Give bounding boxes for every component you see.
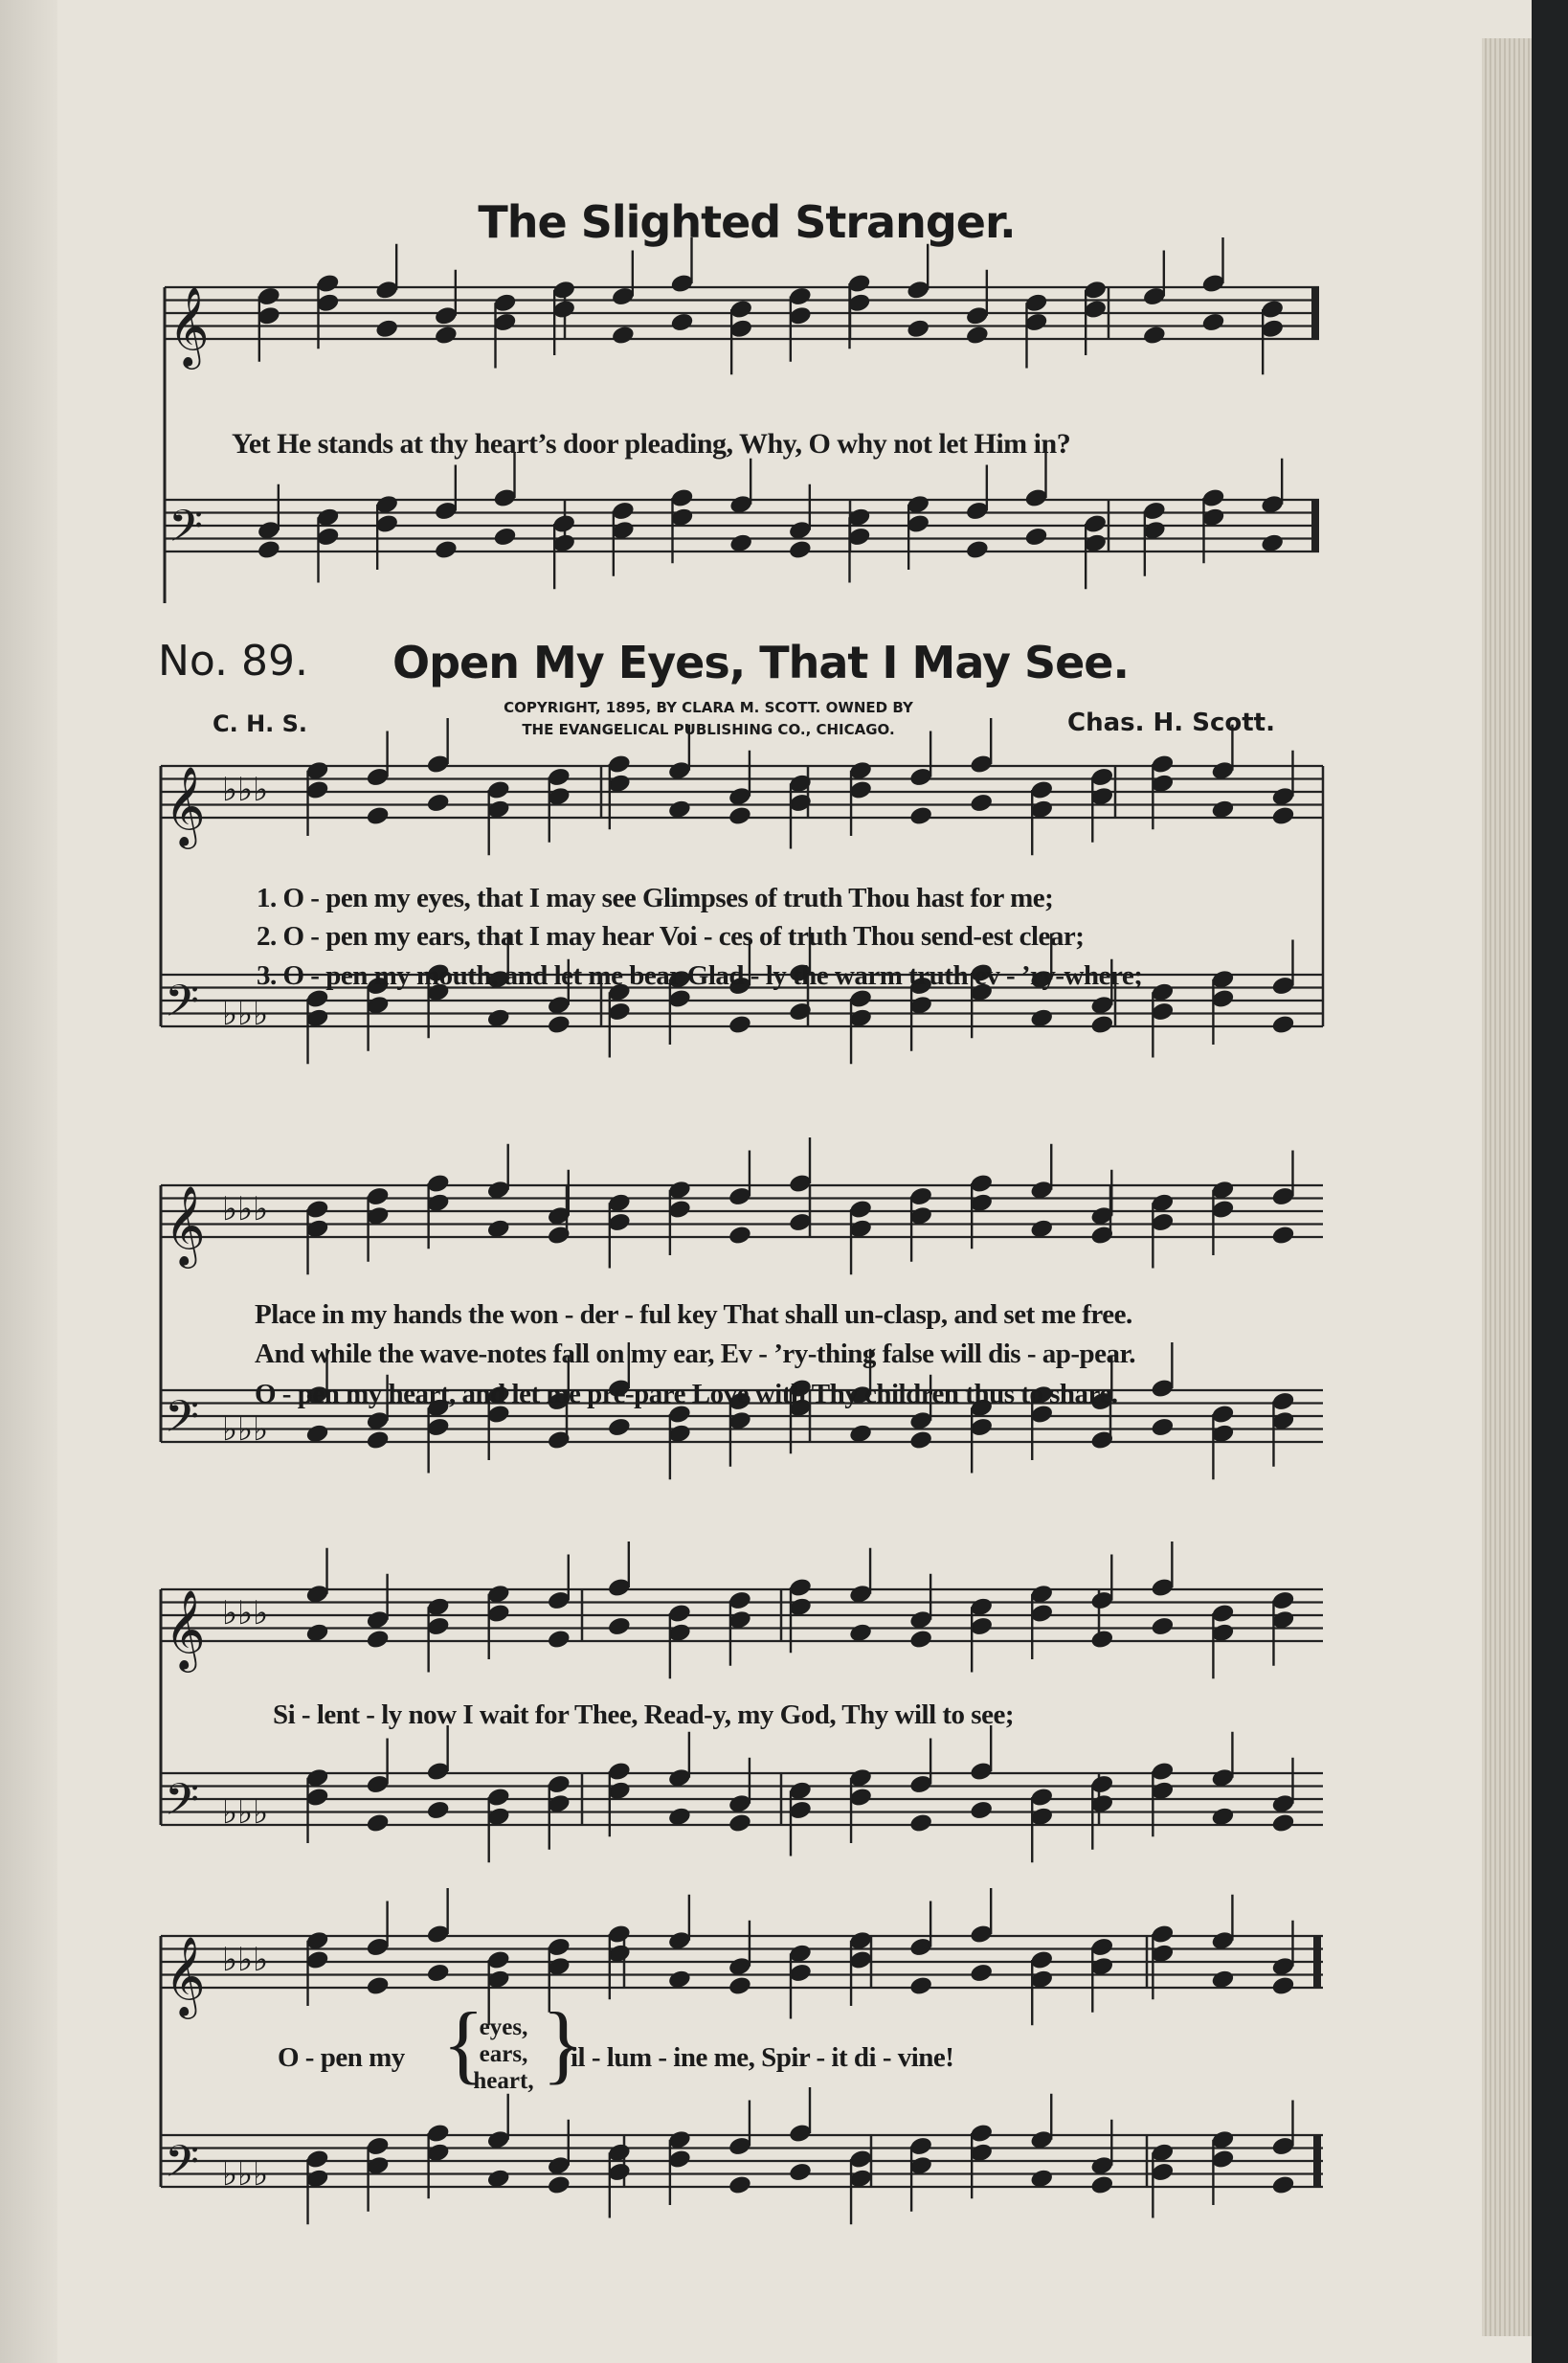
- top-treble-note: [434, 325, 459, 347]
- system-1-treble-note: [366, 805, 391, 827]
- system-3-bass-note: [366, 1812, 391, 1834]
- right-brace: }: [542, 1994, 585, 2092]
- top-treble-note: [1200, 311, 1225, 333]
- system-3-treble-note: [547, 1629, 571, 1651]
- system-4-treble-note: [366, 1975, 391, 1997]
- brace-word: ears,: [479, 2041, 528, 2067]
- system-2-treble-note: [1270, 1225, 1295, 1247]
- bass-clef: 𝄢: [165, 1774, 200, 1836]
- left-brace: {: [442, 1994, 485, 2092]
- top-bass-note: [788, 539, 813, 561]
- system-1-treble-note: [1270, 805, 1295, 827]
- treble-clef: 𝄞: [165, 1184, 206, 1265]
- system-4-bass-note: [547, 2174, 571, 2196]
- system-1-treble-note: [426, 792, 451, 814]
- hymn-number: No. 89.: [158, 637, 309, 686]
- system-3-treble-note: [908, 1629, 933, 1651]
- top-treble-note: [611, 325, 636, 347]
- system-1-treble-note: [969, 792, 994, 814]
- key-signature: ♭♭♭: [222, 1594, 269, 1632]
- system-4-bass-note: [1270, 2174, 1295, 2196]
- verse-1-line-2: Place in my hands the won - der - ful key That shall un-clasp, and set me free.: [255, 1299, 1132, 1330]
- lyricist-initials: C. H. S.: [213, 710, 308, 737]
- system-3-treble-note: [1089, 1629, 1114, 1651]
- key-signature: ♭♭♭: [222, 771, 269, 809]
- treble-clef: 𝄞: [165, 765, 206, 845]
- final-bar: [1311, 287, 1319, 339]
- system-3-bass-note: [426, 1799, 451, 1821]
- top-treble-note: [965, 325, 990, 347]
- final-bar: [1311, 500, 1319, 551]
- system-4-treble-note: [969, 1962, 994, 1984]
- system-2-bass-note: [607, 1416, 632, 1438]
- key-signature: ♭♭♭: [222, 995, 269, 1033]
- final-bar: [1313, 1936, 1321, 1988]
- system-4-treble-note: [908, 1975, 933, 1997]
- system-3-bass-note: [908, 1812, 933, 1834]
- hymn-title-slighted-stranger: The Slighted Stranger.: [478, 196, 1016, 248]
- copyright-line-1: COPYRIGHT, 1895, BY CLARA M. SCOTT. OWNED BY: [504, 699, 913, 716]
- treble-clef: 𝄞: [168, 285, 210, 366]
- key-signature: ♭♭♭: [222, 1410, 269, 1449]
- top-treble-note: [669, 311, 694, 333]
- bass-clef: 𝄢: [165, 2136, 200, 2198]
- system-3-treble-note: [607, 1615, 632, 1637]
- top-bass-note: [434, 539, 459, 561]
- hymn-title: Open My Eyes, That I May See.: [392, 637, 1129, 688]
- system-2-bass-note: [366, 1429, 391, 1452]
- system-4-bass-note: [1089, 2174, 1114, 2196]
- refrain-line-2-end: il - lum - ine me, Spir - it di - vine!: [571, 2042, 954, 2073]
- system-3-treble-note: [1150, 1615, 1175, 1637]
- top-treble-note: [1142, 325, 1167, 347]
- verse-2-line-2: And while the wave-notes fall on my ear, Ev - ’ry-thing false will dis - ap-pear.: [255, 1339, 1135, 1369]
- copyright-line-2: THE EVANGELICAL PUBLISHING CO., CHICAGO.: [522, 721, 895, 738]
- composer: Chas. H. Scott.: [1067, 709, 1275, 737]
- top-bass-note: [1023, 526, 1048, 548]
- verse-3-line-1: 3. O - pen my mouth, and let me bear Glad - ly the warm truth ev - ’ry-where;: [257, 960, 1143, 991]
- key-signature: ♭♭♭: [222, 1941, 269, 1979]
- treble-clef: 𝄞: [165, 1588, 206, 1669]
- system-1-bass-note: [728, 1014, 752, 1036]
- system-2-treble-note: [728, 1225, 752, 1247]
- bass-clef: 𝄢: [165, 976, 200, 1038]
- system-4-treble-note: [728, 1975, 752, 1997]
- system-2-bass-note: [1150, 1416, 1175, 1438]
- system-3-bass-note: [1270, 1812, 1295, 1834]
- brace-word: eyes,: [479, 2014, 528, 2040]
- refrain-line-2-start: O - pen my: [278, 2042, 405, 2073]
- brace-word-group: [465, 2014, 542, 2095]
- top-bass-note: [257, 539, 281, 561]
- top-treble-note: [374, 318, 399, 340]
- verse-1-line-1: 1. O - pen my eyes, that I may see Glimpses of truth Thou hast for me;: [257, 883, 1054, 913]
- top-treble-note: [906, 318, 930, 340]
- bass-clef: 𝄢: [165, 1391, 200, 1453]
- key-signature: ♭♭♭: [222, 1793, 269, 1832]
- lyric-line: Yet He stands at thy heart’s door pleading, Why, O why not let Him in?: [232, 428, 1071, 460]
- system-1-bass-note: [1270, 1014, 1295, 1036]
- system-3-treble-note: [366, 1629, 391, 1651]
- top-bass-note: [492, 526, 517, 548]
- refrain-line-1: Si - lent - ly now I wait for Thee, Read-y, my God, Thy will to see;: [273, 1699, 1014, 1730]
- system-1-treble-note: [908, 805, 933, 827]
- bass-clef: 𝄢: [168, 501, 204, 563]
- brace-word: heart,: [473, 2068, 534, 2094]
- verse-2-line-1: 2. O - pen my ears, that I may hear Voi - ces of truth Thou send-est clear;: [257, 921, 1085, 952]
- system-1-treble-note: [728, 805, 752, 827]
- system-3-bass-note: [728, 1812, 752, 1834]
- system-4-treble-note: [426, 1962, 451, 1984]
- treble-clef: 𝄞: [165, 1935, 206, 2015]
- system-4-bass-note: [728, 2174, 752, 2196]
- final-bar: [1313, 2135, 1321, 2187]
- top-bass-note: [965, 539, 990, 561]
- key-signature: ♭♭♭: [222, 2155, 269, 2194]
- system-2-bass-note: [908, 1429, 933, 1452]
- system-1-bass-note: [1089, 1014, 1114, 1036]
- system-4-treble-note: [1270, 1975, 1295, 1997]
- system-4-bass-note: [788, 2161, 813, 2183]
- system-3-bass-note: [969, 1799, 994, 1821]
- key-signature: ♭♭♭: [222, 1190, 269, 1228]
- verse-3-line-2: O - pen my heart, and let me pre-pare Love with Thy children thus to share.: [255, 1379, 1118, 1409]
- system-1-bass-note: [547, 1014, 571, 1036]
